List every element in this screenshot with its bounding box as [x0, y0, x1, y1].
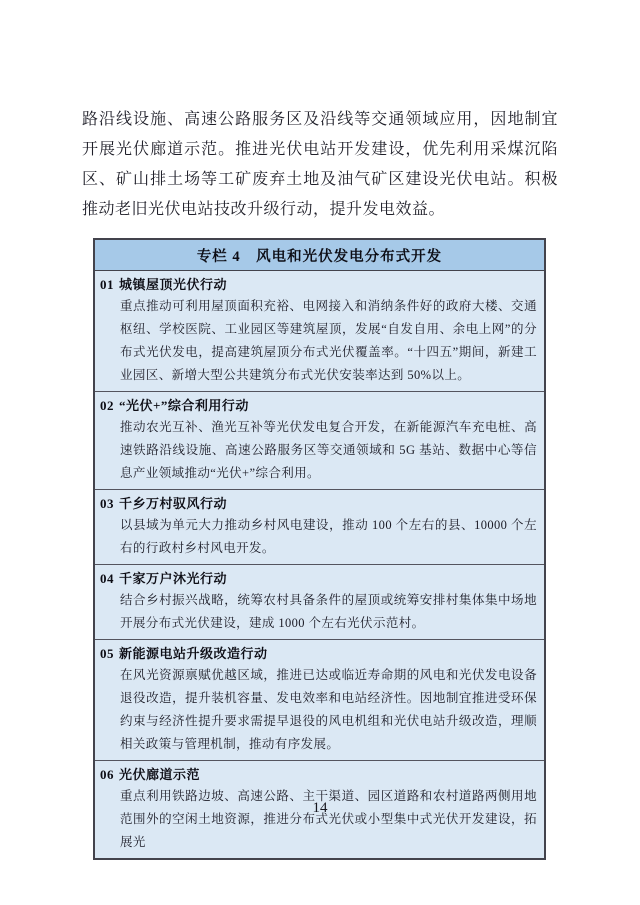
page-number: 14 [312, 800, 328, 816]
section-heading: 光伏廊道示范 [119, 767, 201, 782]
section-title [100, 643, 537, 664]
section-number: 01 [100, 277, 114, 292]
section-body: 推动农光互补、渔光互补等光伏发电复合开发，在新能源汽车充电桩、高速铁路沿线设施、高速公路服务区等交通领域和 5G 基站、数据中心等信息产业领域推动“光伏+”综合利用。 [120, 420, 537, 480]
section-body: 在风光资源禀赋优越区域，推进已达或临近寿命期的风电和光伏发电设备退役改造，提升装机容量、发电效率和电站经济性。因地制宜推进受环保约束与经济性提升要求需提早退役的风电机组和光伏电站升级改造，理顺相关政策与管理机制，推动有序发展。 [120, 668, 537, 751]
section-body: 结合乡村振兴战略，统筹农村具备条件的屋顶或统筹安排村集体集中场地开展分布式光伏建设，建成 1000 个左右光伏示范村。 [120, 593, 537, 630]
policy-panel [93, 238, 546, 860]
section-number: 04 [100, 571, 114, 586]
section-body: 重点利用铁路边坡、高速公路、主干渠道、园区道路和农村道路两侧用地范围外的空闲土地资源，推进分布式光伏或小型集中式光伏开发建设，拓展光 [120, 789, 537, 849]
section-number: 05 [100, 646, 114, 661]
panel-section-05 [95, 639, 544, 760]
section-body: 重点推动可利用屋顶面积充裕、电网接入和消纳条件好的政府大楼、交通枢纽、学校医院、工业园区等建筑屋顶，发展“自发自用、余电上网”的分布式光伏发电，提高建筑屋顶分布式光伏覆盖率。“十四五”期间，新建工业园区、新增大型公共建筑分布式光伏安装率达到 50%以上。 [120, 299, 537, 382]
section-title [100, 493, 537, 514]
panel-section-04 [95, 564, 544, 639]
panel-section-02 [95, 391, 544, 489]
section-number: 06 [100, 767, 114, 782]
section-heading: 千乡万村驭风行动 [119, 496, 228, 511]
section-heading: “光伏+”综合利用行动 [119, 398, 249, 413]
section-heading: 城镇屋顶光伏行动 [119, 277, 228, 292]
section-number: 03 [100, 496, 114, 511]
section-title [100, 395, 537, 416]
section-heading: 千家万户沐光行动 [119, 571, 228, 586]
section-title [100, 764, 537, 785]
section-number: 02 [100, 398, 114, 413]
panel-section-01 [95, 271, 544, 391]
section-title [100, 568, 537, 589]
section-heading: 新能源电站升级改造行动 [119, 646, 268, 661]
panel-title: 专栏 4 风电和光伏发电分布式开发 [95, 240, 544, 271]
section-title [100, 274, 537, 295]
section-body: 以县域为单元大力推动乡村风电建设，推动 100 个左右的县、10000 个左右的行政村乡村风电开发。 [120, 518, 537, 555]
panel-section-03 [95, 489, 544, 564]
body-paragraph: 路沿线设施、高速公路服务区及沿线等交通领域应用，因地制宜开展光伏廊道示范。推进光伏电站开发建设，优先利用采煤沉陷区、矿山排土场等工矿废弃土地及油气矿区建设光伏电站。积极推动老旧光伏电站技改升级行动，提升发电效益。 [82, 111, 558, 218]
